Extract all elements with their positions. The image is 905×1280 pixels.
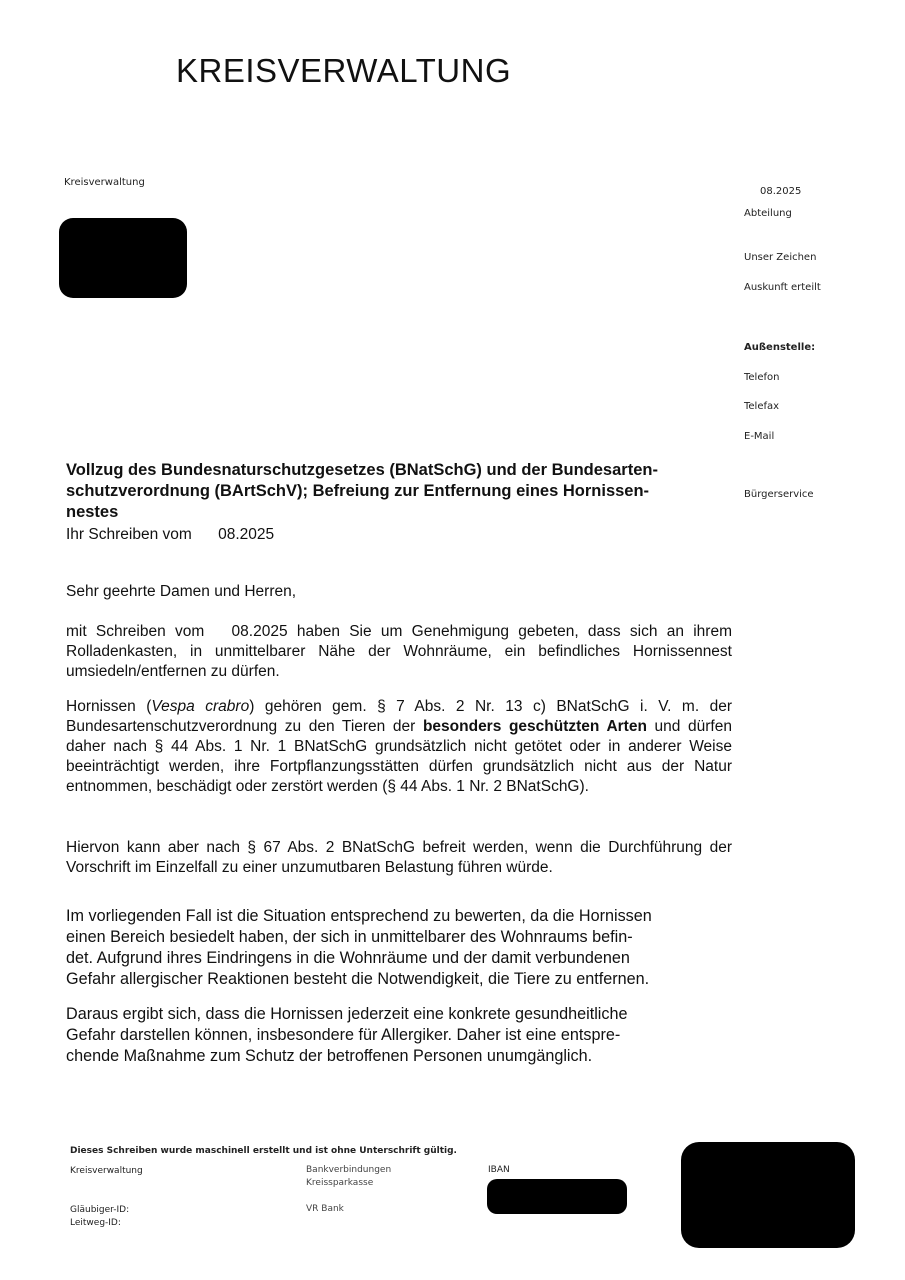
info-label: Auskunft erteilt (744, 282, 821, 293)
reference-line (66, 525, 274, 545)
fax-label: Telefax (744, 401, 780, 412)
subject-line-2: schutzverordnung (BArtSchV); Befreiung zur Entfernung eines Hornissen- (66, 482, 650, 500)
p5-line-3: chende Maßnahme zum Schutz der betroffenen Personen unumgänglich. (66, 1047, 593, 1065)
paragraph-legal-protection (66, 697, 732, 797)
redacted-iban (487, 1179, 627, 1214)
footer-bank-label: Bankverbindungen (306, 1165, 392, 1175)
p2-bold: besonders geschützten Arten (422, 718, 647, 735)
p2-mid: ) gehören gem. § 7 Abs. 2 Nr. 13 c) BNatSchG i. V. m. der Bundesartenschutzverordnung zu den Tieren der (66, 698, 733, 735)
department-label: Abteilung (744, 208, 792, 219)
footer-routing-label: Leitweg-ID: (70, 1218, 121, 1228)
subject-line-1: Vollzug des Bundesnaturschutzgesetzes (BNatSchG) und der Bundesarten- (66, 461, 658, 479)
paragraph-conclusion (66, 1004, 732, 1067)
reference-line-label: Ihr Schreiben vom (66, 526, 192, 543)
subject-block (66, 460, 746, 523)
paragraph-assessment (66, 906, 732, 990)
branch-label: Außenstelle: (744, 342, 816, 353)
subject-line-3: nestes (66, 503, 119, 521)
footer-bank-2: VR Bank (306, 1204, 344, 1214)
letter-date: 08.2025 (760, 186, 802, 197)
salutation: Sehr geehrte Damen und Herren, (66, 583, 297, 600)
reference-line-date: 08.2025 (218, 526, 275, 543)
paragraph-exemption: Hiervon kann aber nach § 67 Abs. 2 BNatSchG befreit werden, wenn die Durchführung der Vorschrift im Einzelfall zu einer unzumutbaren Belastung führen würde. (66, 839, 732, 876)
p1-rest: haben Sie um Genehmigung gebeten, dass sich an ihrem Rolladenkasten, in unmittelbarer Nähe der Wohnräume, ein befindliches Hornissennest umsiedeln/entfernen zu dürfen. (66, 623, 732, 680)
footer-org: Kreisverwaltung (70, 1166, 143, 1176)
p5-line-1: Daraus ergibt sich, dass die Hornissen jederzeit eine konkrete gesundheitliche (66, 1005, 628, 1023)
redacted-footer-block (681, 1142, 855, 1248)
p4-line-3: det. Aufgrund ihres Eindringens in die Wohnräume und der damit verbundenen (66, 949, 630, 967)
redacted-recipient-address (59, 218, 187, 298)
p4-line-2: einen Bereich besiedelt haben, der sich in unmittelbarer des Wohnraums befin- (66, 928, 633, 946)
footer-notice: Dieses Schreiben wurde maschinell erstellt und ist ohne Unterschrift gültig. (70, 1146, 457, 1156)
sender-line: Kreisverwaltung (64, 177, 145, 188)
p2-end: und dürfen daher nach § 44 Abs. 1 Nr. 1 BNatSchG grundsätzlich nicht getötet oder in anderer Weise beeinträchtigt werden, ihre Fortpflanzungsstätten dürfen grundsätzlich nicht aus der Natur entnommen, beschädigt oder zerstört werden (§ 44 Abs. 1 Nr. 2 BNatSchG). (66, 718, 732, 795)
p2-start: Hornissen ( (66, 698, 152, 715)
p1-prefix: mit Schreiben vom (66, 623, 205, 640)
footer-creditor-label: Gläubiger-ID: (70, 1205, 130, 1215)
letterhead-title: KREISVERWALTUNG (176, 52, 512, 89)
footer-bank-1: Kreissparkasse (306, 1178, 374, 1188)
paragraph-request (66, 622, 732, 682)
p1-date: 08.2025 (231, 623, 288, 640)
p5-line-2: Gefahr darstellen können, insbesondere für Allergiker. Daher ist eine entspre- (66, 1026, 621, 1044)
citizen-service-label: Bürgerservice (744, 489, 814, 500)
email-label: E-Mail (744, 431, 775, 442)
footer-iban-label: IBAN (488, 1165, 510, 1175)
p2-species: Vespa crabro (151, 698, 250, 715)
reference-label: Unser Zeichen (744, 252, 817, 263)
phone-label: Telefon (744, 372, 780, 383)
p4-line-4: Gefahr allergischer Reaktionen besteht die Notwendigkeit, die Tiere zu entfernen. (66, 970, 650, 988)
p4-line-1: Im vorliegenden Fall ist die Situation entsprechend zu bewerten, da die Hornissen (66, 907, 652, 925)
